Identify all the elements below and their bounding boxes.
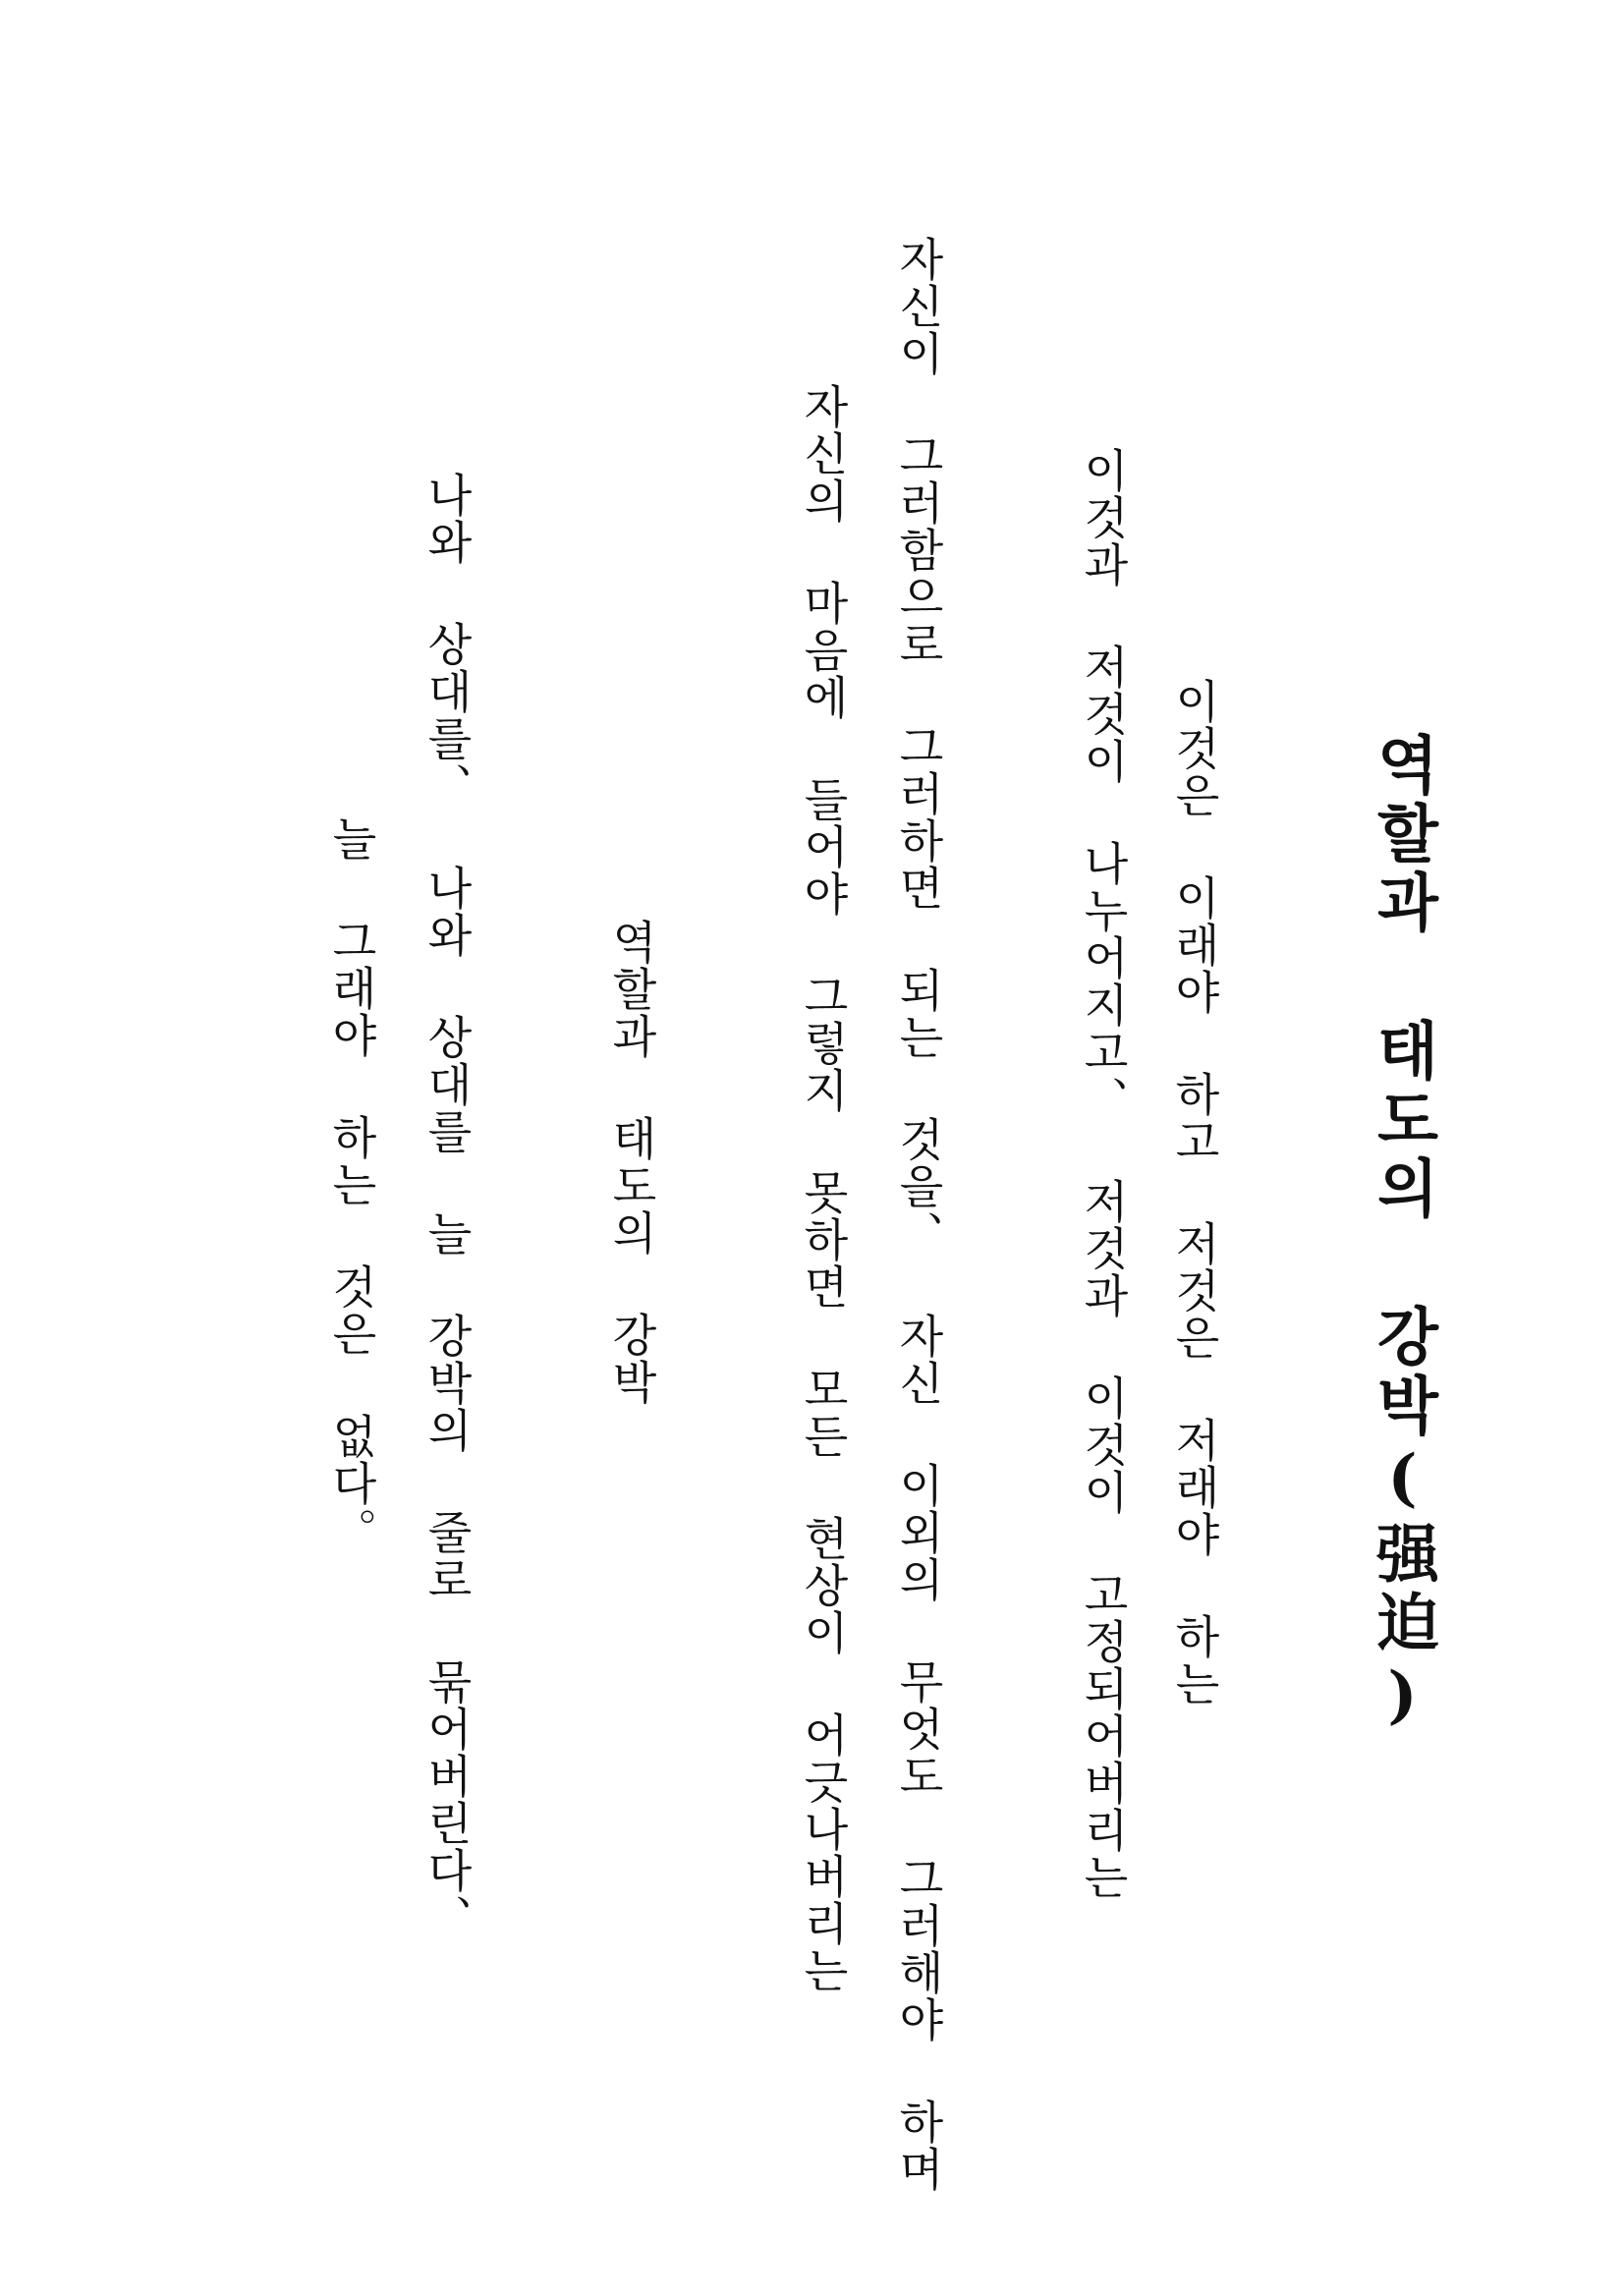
text-line-2: 이것과 저것이 나누어지고、 저것과 이것이 고정되어버리는 bbox=[1077, 447, 1130, 1901]
page-title: 역할과 태도의 강박(强迫) bbox=[1366, 732, 1439, 1738]
text-line-4: 자신의 마음에 들어야 그렇지 못하면 모든 현상이 어긋나버리는 bbox=[797, 383, 850, 1994]
section-subtitle: 역할과 태도의 강박 bbox=[605, 919, 658, 1406]
text-line-1: 이것은 이래야 하고 저것은 저래야 하는 bbox=[1168, 678, 1221, 1708]
text-line-3: 자신이 그러함으로 그러하면 되는 것을、 자신 이외의 무엇도 그러해야 하며 bbox=[892, 236, 945, 2193]
text-line-5: 나와 상대를、 나와 상대를 늘 강박의 줄로 묶어버린다、 bbox=[420, 472, 474, 1941]
text-line-6: 늘 그래야 하는 것은 없다。 bbox=[325, 815, 378, 1554]
